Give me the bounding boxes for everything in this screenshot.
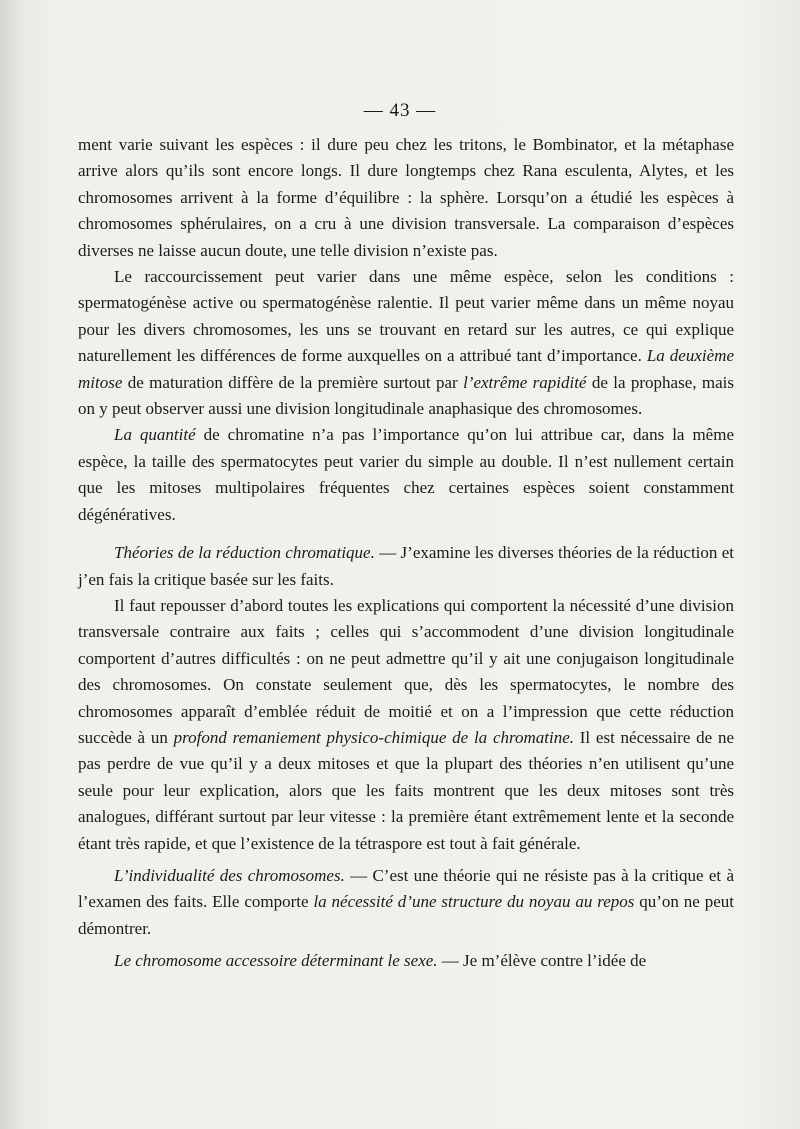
text-run: Le raccourcissement peut varier dans une même espèce, selon les conditions : spermatogénèse active ou spermatogénèse ralentie. Il peut varier même dans un même noyau pour les divers chromosomes, les uns se trouvant en retard sur les autres, ce qui explique naturellement les différences de forme auxquelles on a attribué tant d’importance. bbox=[78, 267, 734, 366]
italic-phrase: La deuxième mitose bbox=[78, 346, 734, 392]
paragraph-6 bbox=[78, 863, 734, 942]
italic-phrase: profond remaniement physico-chimique de la chromatine. bbox=[173, 727, 574, 747]
paragraph-5 bbox=[78, 593, 734, 857]
text-run: — C’est une théorie qui ne résiste pas à la critique et à l’examen des faits. Elle comporte bbox=[78, 865, 734, 912]
italic-phrase: L’individualité des chromosomes. bbox=[114, 865, 345, 885]
paragraph-2 bbox=[78, 264, 734, 422]
paragraph-4 bbox=[78, 540, 734, 593]
text-run: — Je m’élève contre l’idée de bbox=[437, 951, 647, 971]
page-number: — 43 — bbox=[363, 100, 437, 121]
text-run: Il est nécessaire de ne pas perdre de vue qu’il y a deux mitoses et que la plupart des théories n’en utilisent qu’une seule pour leur explication, alors que les faits montrent que les deux mitoses sont très analogues, différant surtout par leur vitesse : la première étant extrêmement lente et la seconde étant très rapide, et que l’existence de la tétraspore est tout à fait générale. bbox=[78, 727, 735, 853]
text-run: ment varie suivant les espèces : il dure peu chez les tritons, le Bombinator, et la métaphase arrive alors qu’ils sont encore longs. Il dure longtemps chez Rana esculenta, Alytes, et les chromosomes arrivent à la forme d’équilibre : la sphère. Lorsqu’on a étudié les espèces à chromosomes sphérulaires, on a cru à une division transversale. La comparaison d’espèces diverses ne laisse aucun doute, une telle division n’existe pas. bbox=[78, 135, 734, 260]
text-run: Il faut repousser d’abord toutes les explications qui comportent la nécessité d’une division transversale contraire aux faits ; celles qui s’accommodent d’une division longitudinale comportent d’autres difficultés : on ne peut admettre qu’il y ait une conjugaison longitudinale des chromosomes. On constate seulement que, dès les spermatocytes, le nombre des chromosomes apparaît d’emblée réduit de moitié et on a l’impression que cette réduction succède à un bbox=[78, 595, 734, 747]
text-run: de chromatine n’a pas l’importance qu’on lui attribue car, dans la même espèce, la taille des spermatocytes peut varier du simple au double. Il n’est nullement certain que les mitoses multipolaires fréquentes chez certaines espèces soient constamment dégénératives. bbox=[78, 425, 734, 524]
text-run: — J’examine les diverses théories de la réduction et j’en fais la critique basée sur les faits. bbox=[78, 543, 734, 589]
italic-phrase: la nécessité d’une structure du noyau au repos bbox=[313, 892, 635, 912]
paragraph-7 bbox=[78, 948, 734, 974]
text-run: de maturation diffère de la première surtout par bbox=[122, 372, 464, 392]
italic-phrase: l’extrême rapidité bbox=[463, 372, 587, 392]
paragraph-3 bbox=[78, 422, 734, 528]
text-run: de la prophase, mais on y peut observer aussi une division longitudinale anaphasique des chromosomes. bbox=[78, 372, 734, 419]
italic-phrase: Le chromosome accessoire déterminant le sexe. bbox=[114, 951, 438, 971]
italic-phrase: Théories de la réduction chromatique. bbox=[114, 543, 375, 563]
body-text bbox=[78, 132, 734, 975]
paragraph-1 bbox=[78, 132, 734, 264]
text-run: qu’on ne peut démontrer. bbox=[78, 892, 735, 938]
italic-phrase: La quantité bbox=[114, 425, 196, 445]
